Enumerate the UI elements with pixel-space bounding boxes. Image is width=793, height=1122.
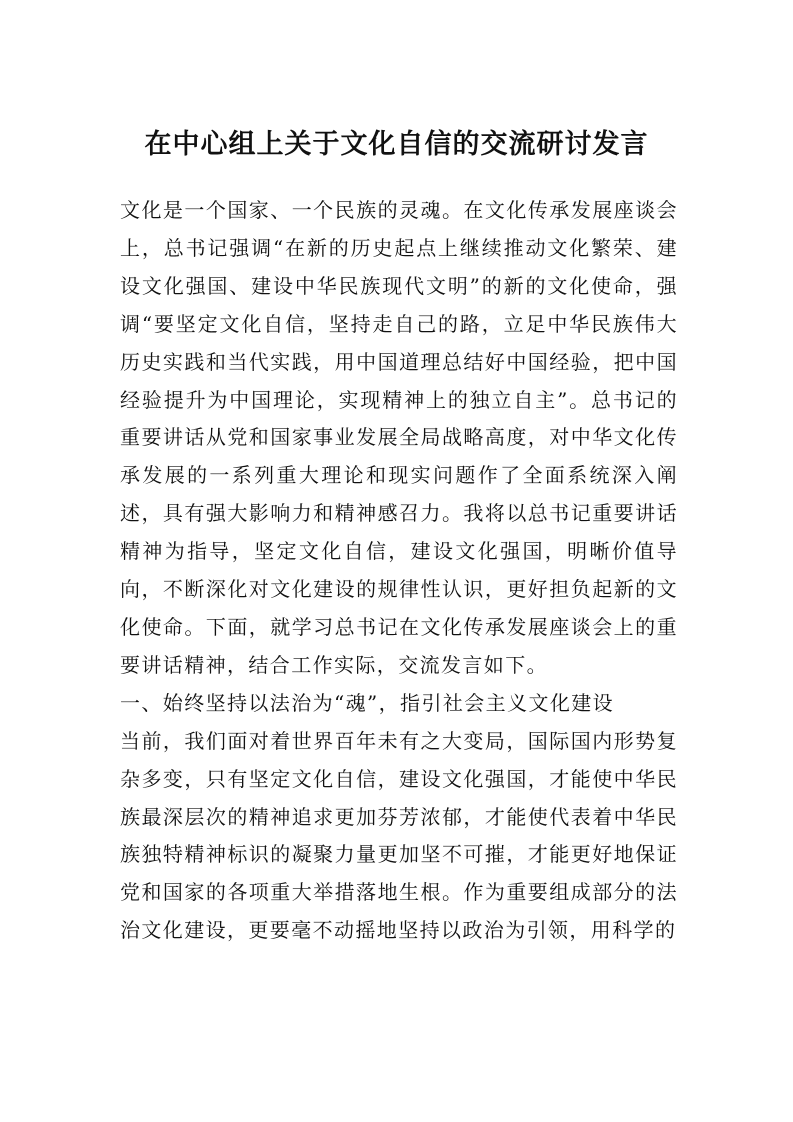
section-heading-1: 一、始终坚持以法治为“魂”，指引社会主义文化建设 [120,690,615,715]
document-body [120,192,678,950]
section-1-paragraph: 当前，我们面对着世界百年未有之大变局，国际国内形势复杂多变，只有坚定文化自信，建设文化强国，才能使中华民族最深层次的精神追求更加芬芳浓郁，才能使代表着中华民族独特精神标识的凝聚力量更加坚不可摧，才能更好地保证党和国家的各项重大举措落地生根。作为重要组成部分的法治文化建设，更要毫不动摇地坚持以政治为引领，用科学的 [120,728,678,943]
document-title: 在中心组上关于文化自信的交流研讨发言 [144,129,649,160]
intro-paragraph: 文化是一个国家、一个民族的灵魂。在文化传承发展座谈会上，总书记强调“在新的历史起点上继续推动文化繁荣、建设文化强国、建设中华民族现代文明”的新的文化使命，强调“要坚定文化自信，坚持走自己的路，立足中华民族伟大历史实践和当代实践，用中国道理总结好中国经验，把中国经验提升为中国理论，实现精神上的独立自主”。总书记的重要讲话从党和国家事业发展全局战略高度，对中华文化传承发展的一系列重大理论和现实问题作了全面系统深入阐述，具有强大影响力和精神感召力。我将以总书记重要讲话精神为指导，坚定文化自信，建设文化强国，明晰价值导向，不断深化对文化建设的规律性认识，更好担负起新的文化使命。下面，就学习总书记在文化传承发展座谈会上的重要讲话精神，结合工作实际，交流发言如下。 [120,198,678,677]
